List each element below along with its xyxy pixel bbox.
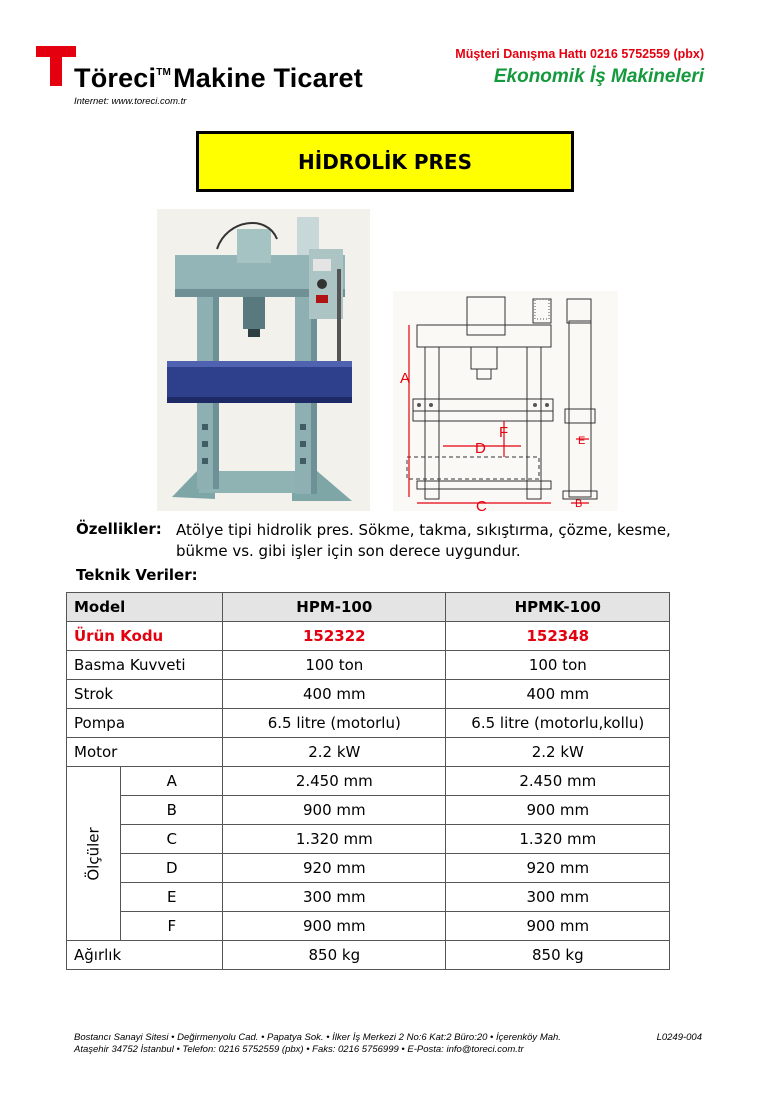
document-number: L0249-004 xyxy=(656,1032,702,1043)
table-row xyxy=(67,738,670,767)
table-cell: 2.2 kW xyxy=(223,738,446,767)
table-cell: 850 kg xyxy=(223,941,446,970)
dimension-key: A xyxy=(121,767,223,796)
footer-address xyxy=(74,1032,561,1056)
table-row xyxy=(67,709,670,738)
table-cell: 920 mm xyxy=(446,854,670,883)
row-label: Ürün Kodu xyxy=(67,622,223,651)
table-cell: 2.450 mm xyxy=(223,767,446,796)
features-label: Özellikler: xyxy=(76,520,162,538)
hotline-text: Müşteri Danışma Hattı 0216 5752559 (pbx) xyxy=(455,47,704,61)
table-cell: 300 mm xyxy=(446,883,670,912)
table-row xyxy=(67,883,670,912)
table-cell: 920 mm xyxy=(223,854,446,883)
table-row xyxy=(67,912,670,941)
product-code-row xyxy=(67,622,670,651)
table-row xyxy=(67,854,670,883)
table-cell: 6.5 litre (motorlu,kollu) xyxy=(446,709,670,738)
table-cell: 900 mm xyxy=(446,912,670,941)
title-box xyxy=(196,131,574,192)
table-row xyxy=(67,651,670,680)
table-cell: 6.5 litre (motorlu) xyxy=(223,709,446,738)
dim-label-d: D xyxy=(475,440,486,457)
header-cell: Model xyxy=(67,593,223,622)
website-text: Internet: www.toreci.com.tr xyxy=(74,96,187,107)
dimension-key: B xyxy=(121,796,223,825)
table-row xyxy=(67,825,670,854)
table-cell: 400 mm xyxy=(223,680,446,709)
dimension-key: F xyxy=(121,912,223,941)
tech-data-label: Teknik Veriler: xyxy=(76,566,198,584)
slogan-text: Ekonomik İş Makineleri xyxy=(493,66,704,87)
dim-label-e: E xyxy=(578,435,586,447)
dimension-key: D xyxy=(121,854,223,883)
table-header-row xyxy=(67,593,670,622)
table-cell: 850 kg xyxy=(446,941,670,970)
footer-line-1: Bostancı Sanayi Sitesi • Değirmenyolu Cad. • Papatya Sok. • İlker İş Merkezi 2 No:6 Kat:2 Büro:20 • İçerenköy Mah. xyxy=(74,1032,561,1043)
table-cell: 900 mm xyxy=(223,912,446,941)
dim-label-c: C xyxy=(476,498,487,511)
row-label: Strok xyxy=(67,680,223,709)
footer-line-2: Ataşehir 34752 İstanbul • Telefon: 0216 5752559 (pbx) • Faks: 0216 5756999 • E-Posta: info@toreci.com.tr xyxy=(74,1044,524,1055)
table-cell: 300 mm xyxy=(223,883,446,912)
company-name: Töreci™Makine Ticaret xyxy=(74,63,363,93)
row-label: Motor xyxy=(67,738,223,767)
row-label: Ağırlık xyxy=(67,941,223,970)
dim-label-a: A xyxy=(400,370,411,387)
table-cell: 2.450 mm xyxy=(446,767,670,796)
table-cell: 100 ton xyxy=(223,651,446,680)
table-cell: 152322 xyxy=(223,622,446,651)
company-logo-icon xyxy=(36,46,76,86)
dim-label-f: F xyxy=(499,424,509,441)
dimension-key: C xyxy=(121,825,223,854)
table-cell: 1.320 mm xyxy=(223,825,446,854)
table-cell: 152348 xyxy=(446,622,670,651)
header-cell: HPM-100 xyxy=(223,593,446,622)
table-cell: 2.2 kW xyxy=(446,738,670,767)
table-row xyxy=(67,941,670,970)
header-cell: HPMK-100 xyxy=(446,593,670,622)
table-cell: 900 mm xyxy=(223,796,446,825)
table-cell: 900 mm xyxy=(446,796,670,825)
dimension-drawing xyxy=(393,291,618,511)
table-cell: 400 mm xyxy=(446,680,670,709)
row-label: Pompa xyxy=(67,709,223,738)
row-label: Basma Kuvveti xyxy=(67,651,223,680)
table-row xyxy=(67,767,670,796)
page-title: HİDROLİK PRES xyxy=(298,149,472,174)
table-cell: 1.320 mm xyxy=(446,825,670,854)
table-row xyxy=(67,680,670,709)
dimension-key: E xyxy=(121,883,223,912)
spec-table xyxy=(66,592,670,970)
dim-label-b: B xyxy=(575,498,583,510)
table-row xyxy=(67,796,670,825)
features-text: Atölye tipi hidrolik pres. Sökme, takma, sıkıştırma, çözme, kesme, bükme vs. gibi işler için son derece uygundur. xyxy=(176,521,671,560)
table-cell: 100 ton xyxy=(446,651,670,680)
dimensions-group-label: Ölçüler xyxy=(67,767,121,941)
hydraulic-press-photo xyxy=(157,209,370,511)
